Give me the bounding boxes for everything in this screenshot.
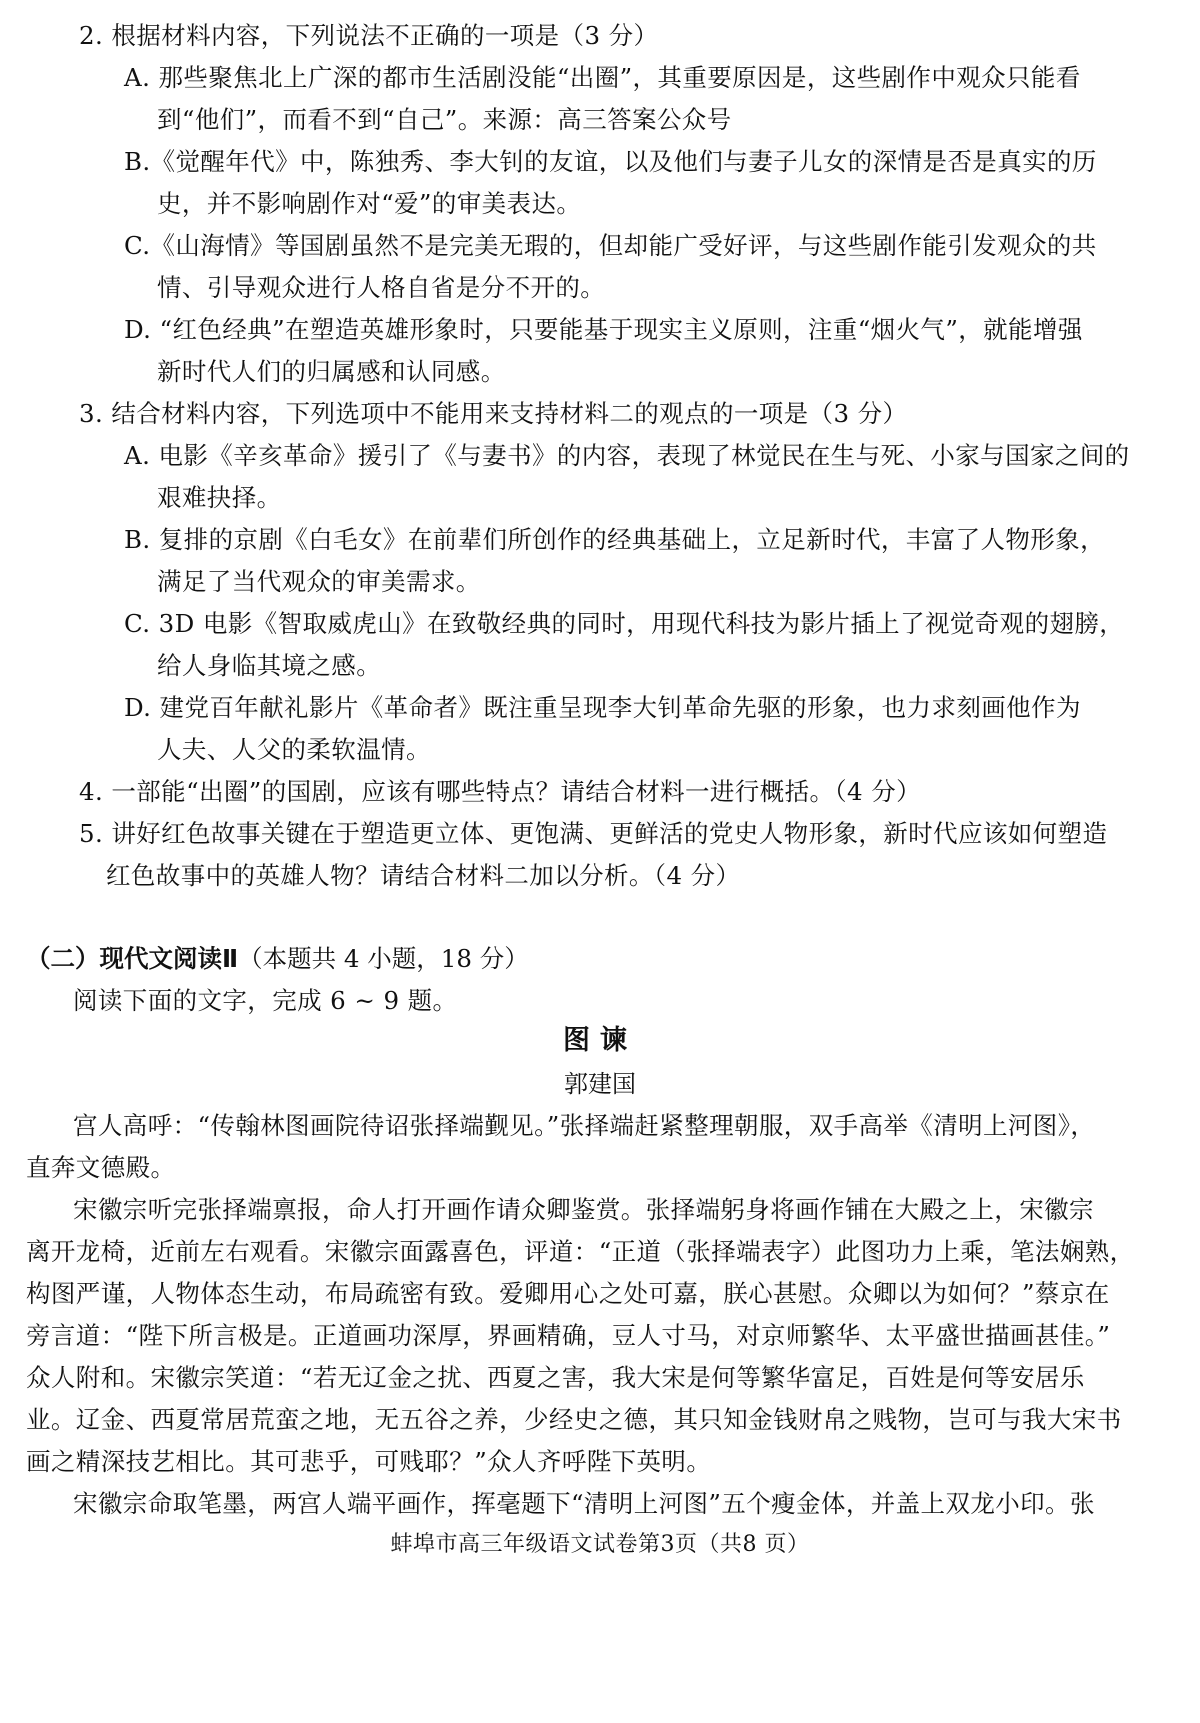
question-2-option-c-line-2: 情、引导观众进行人格自省是分不开的。	[157, 273, 606, 302]
story-paragraph-3-line-1: 宋徽宗命取笔墨，两宫人端平画作，挥毫题下“清明上河图”五个瘦金体，并盖上双龙小印。张	[73, 1489, 1095, 1518]
story-paragraph-2-line-4: 旁言道：“陛下所言极是。正道画功深厚，界画精确，豆人寸马，对京师繁华、太平盛世描画甚佳。”	[26, 1321, 1111, 1350]
story-paragraph-1-line-1: 宫人高呼：“传翰林图画院待诏张择端觐见。”张择端赶紧整理朝服，双手高举《清明上河图》，	[73, 1111, 1096, 1140]
question-3-option-a-line-1: A. 电影《辛亥革命》援引了《与妻书》的内容，表现了林觉民在生与死、小家与国家之间的	[124, 441, 1130, 470]
question-2-option-d-line-1: D. “红色经典”在塑造英雄形象时，只要能基于现实主义原则，注重“烟火气”，就能增强	[124, 315, 1083, 344]
question-2-option-b-line-2: 史，并不影响剧作对“爱”的审美表达。	[157, 189, 582, 218]
story-paragraph-2-line-2: 离开龙椅，近前左右观看。宋徽宗面露喜色，评道：“正道（张择端表字）此图功力上乘，笔法娴熟，	[26, 1237, 1135, 1266]
question-2-option-c-line-1: C.《山海情》等国剧虽然不是完美无瑕的，但却能广受好评，与这些剧作能引发观众的共	[124, 231, 1097, 260]
story-paragraph-2-line-6: 业。辽金、西夏常居荒蛮之地，无五谷之养，少经史之德，其只知金钱财帛之贱物，岂可与我大宋书	[26, 1405, 1122, 1434]
section-heading-label: （二）现代文阅读Ⅱ	[26, 944, 239, 973]
question-3-option-b-line-1: B. 复排的京剧《白毛女》在前辈们所创作的经典基础上，立足新时代，丰富了人物形象，	[124, 525, 1105, 554]
question-3-option-c-line-2: 给人身临其境之感。	[157, 651, 382, 680]
question-3-option-b-line-2: 满足了当代观众的审美需求。	[157, 567, 481, 596]
question-3-option-a-line-2: 艰难抉择。	[157, 483, 282, 512]
section-instruction: 阅读下面的文字，完成 6 ~ 9 题。	[73, 986, 458, 1015]
story-paragraph-2-line-3: 构图严谨，人物体态生动，布局疏密有致。爱卿用心之处可嘉，朕心甚慰。众卿以为如何？”蔡京在	[26, 1279, 1110, 1308]
question-2-option-b-line-1: B.《觉醒年代》中，陈独秀、李大钊的友谊，以及他们与妻子儿女的深情是否是真实的历	[124, 147, 1097, 176]
story-paragraph-2-line-5: 众人附和。宋徽宗笑道：“若无辽金之扰、西夏之害，我大宋是何等繁华富足，百姓是何等安居乐	[26, 1363, 1085, 1392]
story-title: 图谏	[563, 1025, 637, 1056]
section-heading	[26, 943, 529, 975]
question-2-option-a-line-2: 到“他们”，而看不到“自己”。来源：高三答案公众号	[157, 105, 732, 134]
story-paragraph-2-line-7: 画之精深技艺相比。其可悲乎，可贱耶？”众人齐呼陛下英明。	[26, 1447, 712, 1476]
question-2-stem: 2. 根据材料内容，下列说法不正确的一项是（3 分）	[79, 21, 659, 50]
question-5-line-2: 红色故事中的英雄人物？请结合材料二加以分析。（4 分）	[106, 861, 741, 890]
page-footer: 蚌埠市高三年级语文试卷第3页（共8 页）	[390, 1532, 810, 1557]
question-3-option-d-line-2: 人夫、人父的柔软温情。	[157, 735, 431, 764]
story-paragraph-2-line-1: 宋徽宗听完张择端禀报，命人打开画作请众卿鉴赏。张择端躬身将画作铺在大殿之上，宋徽宗	[73, 1195, 1094, 1224]
section-heading-note: （本题共 4 小题，18 分）	[238, 944, 529, 973]
question-2-option-d-line-2: 新时代人们的归属感和认同感。	[157, 357, 506, 386]
question-3-stem: 3. 结合材料内容，下列选项中不能用来支持材料二的观点的一项是（3 分）	[79, 399, 908, 428]
question-5-line-1: 5. 讲好红色故事关键在于塑造更立体、更饱满、更鲜活的党史人物形象，新时代应该如何塑造	[79, 819, 1108, 848]
question-2-option-a-line-1: A. 那些聚焦北上广深的都市生活剧没能“出圈”，其重要原因是，这些剧作中观众只能看	[124, 63, 1081, 92]
question-4: 4. 一部能“出圈”的国剧，应该有哪些特点？请结合材料一进行概括。（4 分）	[79, 777, 922, 806]
question-3-option-c-line-1: C. 3D 电影《智取威虎山》在致敬经典的同时，用现代科技为影片插上了视觉奇观的翅膀，	[124, 609, 1125, 638]
question-3-option-d-line-1: D. 建党百年献礼影片《革命者》既注重呈现李大钊革命先驱的形象，也力求刻画他作为	[124, 693, 1081, 722]
story-paragraph-1-line-2: 直奔文德殿。	[26, 1153, 176, 1182]
story-author: 郭建国	[564, 1070, 636, 1098]
